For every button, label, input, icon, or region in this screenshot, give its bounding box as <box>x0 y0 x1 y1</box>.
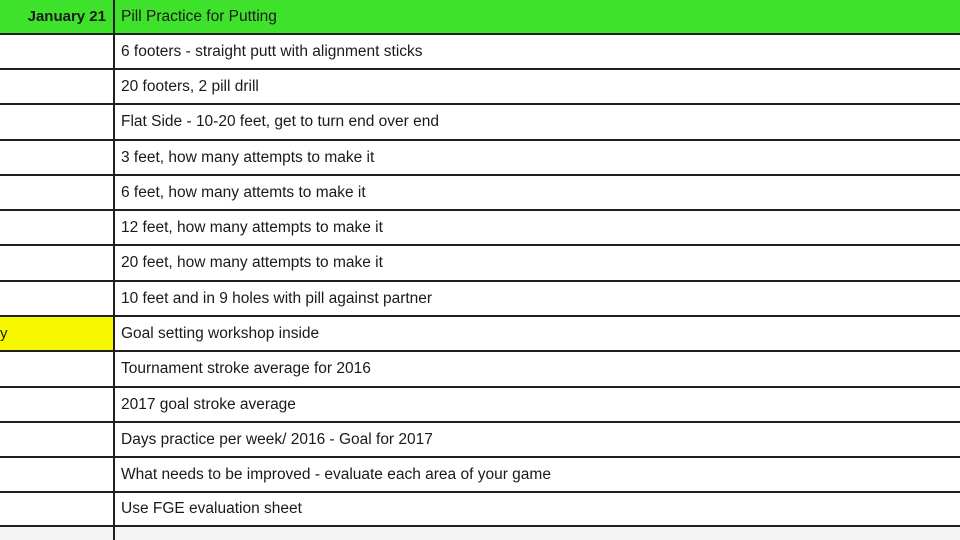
table-row[interactable] <box>0 35 960 70</box>
drill-cell[interactable]: Flat Side - 10-20 feet, get to turn end over end <box>121 113 439 130</box>
table-row[interactable] <box>0 352 960 388</box>
date-cell[interactable]: January 21 <box>0 0 115 33</box>
column-a-cell[interactable] <box>0 352 115 386</box>
header-row[interactable] <box>0 0 960 35</box>
table-row[interactable] <box>0 70 960 105</box>
drill-cell[interactable]: Use FGE evaluation sheet <box>121 500 302 517</box>
drill-cell[interactable]: 3 feet, how many attempts to make it <box>121 148 375 166</box>
drill-cell[interactable]: Goal setting workshop inside <box>121 324 320 342</box>
table-row[interactable] <box>0 176 960 211</box>
column-a-cell[interactable] <box>0 176 115 209</box>
session-title-cell[interactable]: Pill Practice for Putting <box>115 0 960 33</box>
table-row[interactable] <box>0 317 960 352</box>
drill-cell[interactable]: 12 feet, how many attempts to make it <box>121 218 383 236</box>
column-a-cell[interactable] <box>0 282 115 315</box>
column-a-cell[interactable] <box>0 493 115 525</box>
table-row[interactable] <box>0 493 960 527</box>
drill-cell[interactable]: 6 footers - straight putt with alignment sticks <box>121 42 423 60</box>
drill-cell[interactable]: 20 feet, how many attempts to make it <box>121 254 383 271</box>
next-row-partial <box>0 527 960 540</box>
column-divider <box>113 527 115 540</box>
table-row[interactable] <box>0 458 960 493</box>
table-row[interactable] <box>0 423 960 458</box>
table-row[interactable] <box>0 105 960 141</box>
table-row[interactable] <box>0 246 960 282</box>
column-a-cell[interactable] <box>0 70 115 103</box>
drill-cell[interactable]: Tournament stroke average for 2016 <box>121 360 371 377</box>
column-a-cell[interactable] <box>0 246 115 280</box>
column-a-cell[interactable] <box>0 388 115 421</box>
column-a-cell[interactable]: y <box>0 317 115 350</box>
column-a-cell[interactable] <box>0 458 115 491</box>
drill-cell[interactable]: Days practice per week/ 2016 - Goal for 2017 <box>121 430 433 448</box>
table-row[interactable] <box>0 282 960 317</box>
table-row[interactable] <box>0 388 960 423</box>
column-a-cell[interactable] <box>0 105 115 139</box>
table-row[interactable] <box>0 211 960 246</box>
drill-cell[interactable]: 6 feet, how many attemts to make it <box>121 183 366 201</box>
drill-cell[interactable]: What needs to be improved - evaluate each area of your game <box>121 465 551 483</box>
drill-cell[interactable]: 2017 goal stroke average <box>121 395 296 413</box>
drill-cell[interactable]: 10 feet and in 9 holes with pill against partner <box>121 289 433 307</box>
column-a-cell[interactable] <box>0 423 115 456</box>
column-a-cell[interactable] <box>0 141 115 174</box>
table-row[interactable] <box>0 141 960 176</box>
drill-cell[interactable]: 20 footers, 2 pill drill <box>121 77 259 95</box>
column-a-cell[interactable] <box>0 35 115 68</box>
column-a-cell[interactable] <box>0 211 115 244</box>
